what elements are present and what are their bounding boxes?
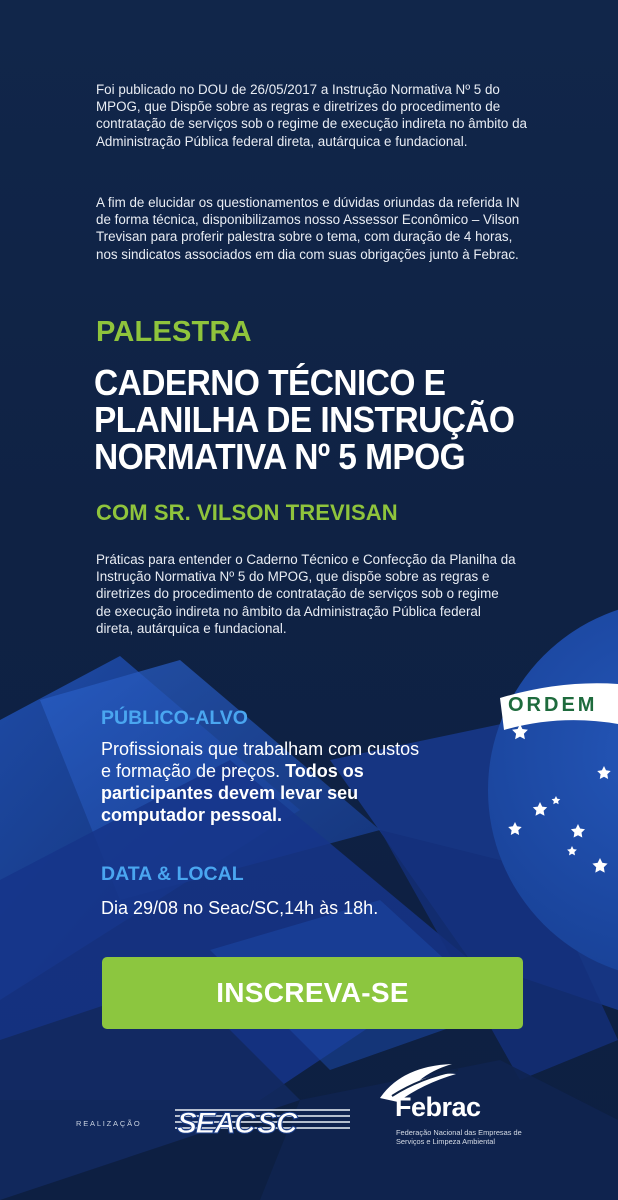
audience-heading: PÚBLICO-ALVO xyxy=(101,707,248,729)
intro-paragraph-1: Foi publicado no DOU de 26/05/2017 a Instrução Normativa Nº 5 do MPOG, que Dispõe sobre as regras e diretrizes do procedimento de contratação de serviços sob o regime de execução indireta no âmbito da Administração Pública federal direta, autárquica e fundacional. xyxy=(96,82,527,149)
seac-sc-logo[interactable] xyxy=(175,1101,350,1141)
svg-text:SEAC: SEAC xyxy=(177,1107,255,1140)
febrac-subtitle: Federação Nacional das Empresas de Serviços e Limpeza Ambiental xyxy=(396,1128,522,1146)
febrac-name: Febrac xyxy=(395,1092,481,1122)
event-description: Práticas para entender o Caderno Técnico e Confecção da Planilha da Instrução Normativa Nº 5 do MPOG, que dispõe sobre as regras e diretrizes do procedimento de contratação de serviços sob o regime de execução indireta no âmbito da Administração Pública federal direta, autárquica e fundacional. xyxy=(96,552,516,636)
date-location-heading: DATA & LOCAL xyxy=(101,863,244,885)
svg-text:ORDEM: ORDEM xyxy=(508,694,598,716)
event-speaker: COM SR. VILSON TREVISAN xyxy=(96,500,398,525)
event-title-line-2: PLANILHA DE INSTRUÇÃO xyxy=(94,399,515,440)
signup-button[interactable]: INSCREVA-SE xyxy=(102,957,523,1029)
svg-text:SC: SC xyxy=(257,1107,297,1140)
audience-text-bold: Todos os participantes devem levar seu computador pessoal. xyxy=(101,761,364,825)
event-title-line-3: NORMATIVA Nº 5 MPOG xyxy=(94,436,466,477)
event-title-line-1: CADERNO TÉCNICO E xyxy=(94,362,446,403)
intro-paragraph-2: A fim de elucidar os questionamentos e dúvidas oriundas da referida IN de forma técnica, disponibilizamos nosso Assessor Econômico – Vilson Trevisan para proferir palestra sobre o tema, com duração de 4 horas, nos sindicatos associados em dia com suas obrigações junto à Febrac. xyxy=(96,195,520,262)
date-location-text: Dia 29/08 no Seac/SC,14h às 18h. xyxy=(101,898,379,918)
audience-text xyxy=(101,738,431,826)
event-title xyxy=(94,364,559,475)
event-kicker: PALESTRA xyxy=(96,316,252,348)
realizacao-label: REALIZAÇÃO xyxy=(76,1119,142,1128)
audience-text-regular: Profissionais que trabalham com custos e formação de preços. xyxy=(101,739,420,781)
